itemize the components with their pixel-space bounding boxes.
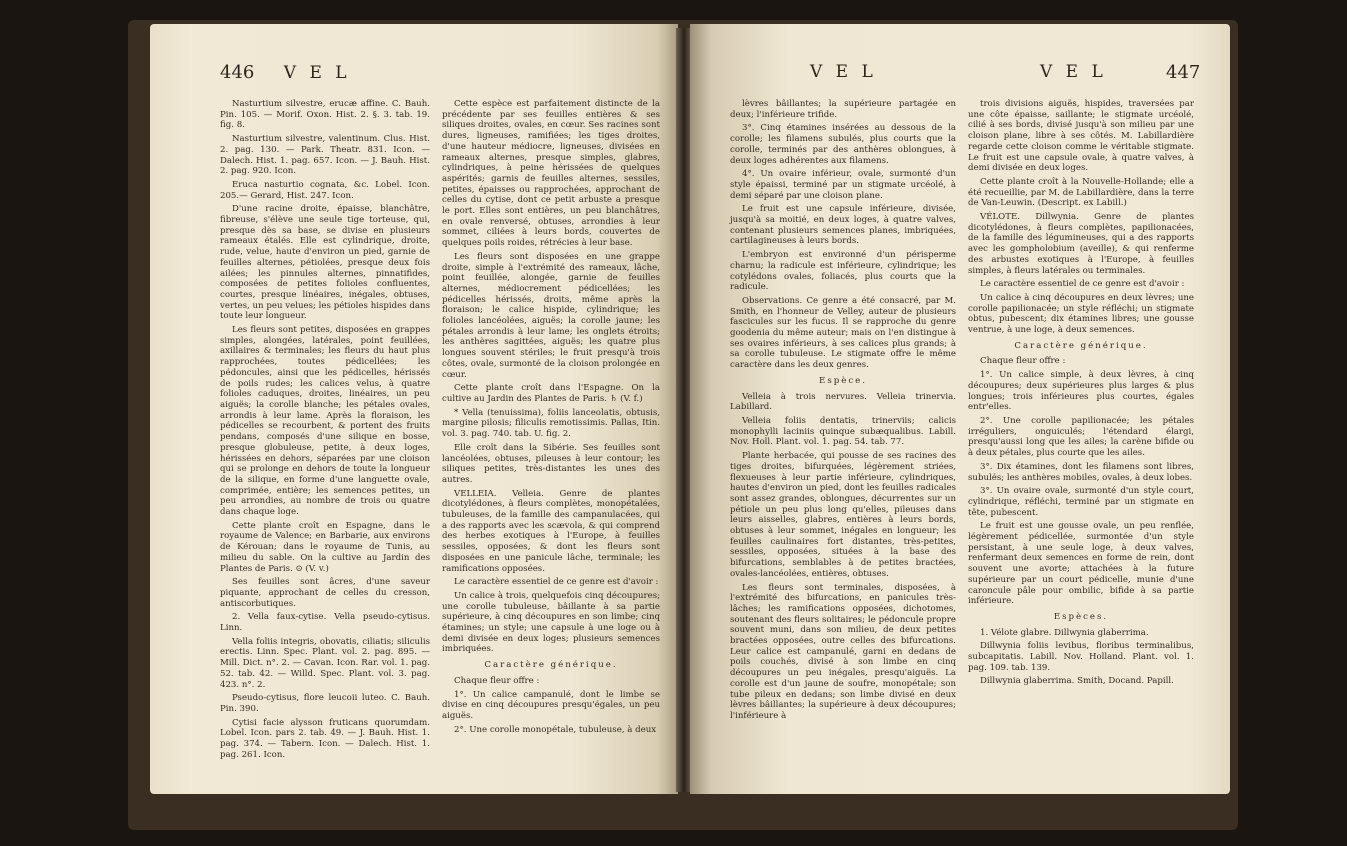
paragraph: 2. Vella faux-cytise. Vella pseudo-cytisus. Linn. xyxy=(220,612,430,634)
paragraph: Dillwynia foliis levibus, floribus terminalibus, subcapitatis. Labill. Nov. Holland. Plant. vol. 1. pag. 109. tab. 139. xyxy=(968,641,1194,673)
paragraph: Ses feuilles sont âcres, d'une saveur piquante, approchant de celles du cresson, antiscorbutiques. xyxy=(220,577,430,609)
paragraph: Cette espèce est parfaitement distincte de la précédente par ses feuilles entières & ses siliques droites, ovales, en cœur. Ses racines sont dures, ligneuses, ramifiées; les tiges droites, d'une hauteur médiocre, ligneuses, divisées en rameaux alternes, presque simples, glabres, cylindriques, à peine hérissées de quelques aspérités; garnis de feuilles alternes, sessiles, petites, épaisses ou rapprochées, approchant de celles du cytise, dont ce petit arbuste a presque le port. Elles sont entières, un peu blanchâtres, en ovale renversé, obtuses, arrondies à leur sommet, ciliées à leurs bords, couvertes de quelques poils roides, rétrécies à leur base. xyxy=(442,99,660,249)
left-page xyxy=(150,24,678,794)
left-page-header xyxy=(220,62,660,90)
paragraph: VELLEIA. Velleia. Genre de plantes dicotylédones, à fleurs complètes, monopétalées, tubuleuses, de la famille des campanulacées, qui a des rapports avec les scævola, & qui comprend des herbes exotiques à l'Europe, à feuilles sessiles, opposées, & dont les fleurs sont disposées en une panicule lâche, terminale; les ramifications opposées. xyxy=(442,488,660,574)
paragraph: lèvres bâillantes; la supérieure partagée en deux; l'inférieure trifide. xyxy=(730,99,956,120)
paragraph: Vella foliis integris, obovatis, ciliatis; siliculis erectis. Linn. Spec. Plant. vol. 2. pag. 895. — Mill. Dict. n°. 2. — Cavan. Icon. Rar. vol. 1. pag. 52. tab. 42. — Willd. Spec. Plant. vol. 3. pag. 423. n°. 2. xyxy=(220,636,430,690)
right-page-header xyxy=(810,62,1210,90)
paragraph: Cette plante croît dans l'Espagne. On la cultive au Jardin des Plantes de Paris. ♄ (V. f.) xyxy=(442,383,660,404)
paragraph: Observations. Ce genre a été consacré, par M. Smith, en l'honneur de Velley, auteur de plusieurs fascicules sur les fucus. Il se rapproche du genre goodenia du même auteur; mais on l'en distingue à ses ovaires inférieurs, à ses calices plus grands; à sa corolle tubuleuse. Le stigmate offre le même caractère dans les deux genres. xyxy=(730,295,956,371)
paragraph: Un calice à trois, quelquefois cinq découpures; une corolle tubuleuse, bâillante à sa partie supérieure, à cinq découpures en son limbe; cinq étamines; un style; une capsule à une loge ou à demi divisée en deux loges; plusieurs semences imbriquées. xyxy=(442,590,660,655)
paragraph: Le caractère essentiel de ce genre est d'avoir : xyxy=(980,279,1185,290)
paragraph: Cytisi facie alysson fruticans quorumdam. Lobel. Icon. pars 2. tab. 49. — J. Bauh. Hist. 1. pag. 374. — Tabern. Icon. — Dalech. Hist. 1. pag. 261. Icon. xyxy=(220,717,430,760)
left-running-head: V E L xyxy=(283,63,351,83)
paragraph: 3°. Dix étamines, dont les filamens sont libres, subulés; les anthères mobiles, ovales, à deux lobes. xyxy=(968,461,1194,483)
paragraph: Espèce. xyxy=(819,375,867,386)
paragraph: Elle croît dans la Sibérie. Ses feuilles sont lancéolées, obtuses, pileuses à leur contour; les siliques petites, très-distantes les unes des autres. xyxy=(442,442,660,485)
paragraph: Les fleurs sont disposées en une grappe droite, simple à l'extrémité des rameaux, lâche, point feuillée, alongée, garnie de feuilles alternes, médiocrement pédicellées; les pédicelles hérissés, droits, même après la floraison; le calice hispide, cylindrique; les folioles lancéolées, aiguës; la corolle jaune; les pétales arrondis à leur lame; les onglets étroits; les anthères sagittées, aiguës; les quatre plus longues souvent stériles; le fruit presqu'à trois côtes, ovale, surmonté de la cloison prolongée en cœur. xyxy=(442,251,660,380)
paragraph: Le fruit est une gousse ovale, un peu renflée, légèrement pédicellée, surmontée d'un style persistant, à une seule loge, à deux valves, renfermant deux semences en forme de rein, dont souvent une avorte; attachées à la future supérieure par un court pédicelle, munie d'une caroncule pâle pour ombilic, bifide à sa partie inférieure. xyxy=(968,521,1194,607)
paragraph: L'embryon est environné d'un périsperme charnu; la radicule est inférieure, cylindrique; les cotylédons ovales, foliacés, plus courts que la radicule. xyxy=(730,250,956,293)
paragraph: 2°. Une corolle papilionacée; les pétales irréguliers, onguiculés; l'étendard élargi, presqu'aussi long que les ailes; la carène bifide ou à deux pétales, plus courte que les ailes. xyxy=(968,415,1194,459)
paragraph: Dillwynia glaberrima. Smith, Docand. Papill. xyxy=(980,676,1174,687)
paragraph: 2°. Une corolle monopétale, tubuleuse, à deux xyxy=(454,724,657,735)
paragraph: 1°. Un calice campanulé, dont le limbe se divise en cinq découpures presqu'égales, un peu aiguës. xyxy=(442,689,660,721)
right-column-1 xyxy=(730,99,956,725)
paragraph: 4°. Un ovaire inférieur, ovale, surmonté d'un style épaissi, terminé par un stigmate urcéolé, à demi séparé par une cloison plane. xyxy=(730,169,956,201)
paragraph: Plante herbacée, qui pousse de ses racines des tiges droites, bifurquées, légèrement striées, flexueuses à leur partie inférieure, cylindriques, hautes d'environ un pied, dont les feuilles radicales sont assez grandes, oblongues, décurrentes sur un pétiole un peu plus long qu'elles, pileuses dans leurs aisselles, glabres, entières à leurs bords, obtuses à leur sommet, inégales en longueur; les feuilles caulinaires fort distantes, très-petites, sessiles, opposées, situées à la base des bifurcations, semblables à de petites bractées, ovales-lancéolées, entières, obtuses. xyxy=(730,451,956,579)
paragraph: Velleia foliis dentatis, trinerviis; calicis monophylli laciniis quinque subæqualibus. Labill. Nov. Holl. Plant. vol. 1. pag. 54. tab. 77. xyxy=(730,415,956,448)
paragraph: 1. Vélote glabre. Dillwynia glaberrima. xyxy=(980,627,1149,638)
paragraph: Eruca nasturtio cognata, &c. Lobel. Icon. 205.— Gerard, Hist. 247. Icon. xyxy=(220,179,430,201)
paragraph: Caractère générique. xyxy=(484,660,618,671)
paragraph: D'une racine droite, épaisse, blanchâtre, fibreuse, s'élève une seule tige torteuse, qui, presque dès sa base, se divise en plusieurs rameaux étalés. Elle est cylindrique, droite, rude, velue, haute d'environ un pied, garnie de feuilles alternes, pétiolées, presque deux fois ailées; les pinnules alternes, pinnatifides, composées de petites folioles confluentes, courtes, presque linéaires, inégales, obtuses, vertes, un peu velues; les pétioles hispides dans toute leur longueur. xyxy=(220,204,430,322)
right-page-number: 447 xyxy=(1166,62,1201,83)
right-column-2 xyxy=(968,99,1194,690)
paragraph: Cette plante croît en Espagne, dans le royaume de Valence; en Barbarie, aux environs de Kérouan; dans le royaume de Tunis, au milieu du sable. On la cultive au Jardin des Plantes de Paris. ⊙ (V. v.) xyxy=(220,520,430,574)
paragraph: VÉLOTE. Dillwynia. Genre de plantes dicotylédones, à fleurs complètes, papilionacées, de la famille des légumineuses, qui a des rapports avec les gompholobium (aveille), & qui renferme des arbustes exotiques à l'Europe, à feuilles simples, à fleurs latérales ou terminales. xyxy=(968,212,1194,276)
left-column-1 xyxy=(220,99,430,763)
paragraph: 3°. Cinq étamines insérées au dessous de la corolle; les filamens subulés, plus courts que la corolle, terminés par des anthères oblongues, à deux loges adhérentes aux filamens. xyxy=(730,123,956,166)
paragraph: Chaque fleur offre : xyxy=(454,675,540,686)
paragraph: trois divisions aiguës, hispides, traversées par une côte épaisse, saillante; le stigmate urcéolé, cilié à ses bords, divisé jusqu'à son milieu par une cloison plane, libre à ses côtés. M. Labillardière regarde cette cloison comme le véritable stigmate. Le fruit est une capsule ovale, à quatre valves, à demi divisée en deux loges. xyxy=(968,99,1194,174)
paragraph: Chaque fleur offre : xyxy=(980,356,1066,367)
paragraph: * Vella (tenuissima), foliis lanceolatis, obtusis, margine pilosis; filiculis remotissimis. Pallas, Itin. vol. 3. pag. 740. tab. U. fig. 2. xyxy=(442,407,660,440)
paragraph: Caractère générique. xyxy=(1014,340,1148,351)
paragraph: 1°. Un calice simple, à deux lèvres, à cinq découpures; deux supérieures plus larges & plus longues; trois inférieures plus courtes, égales entr'elles. xyxy=(968,370,1194,413)
paragraph: Le caractère essentiel de ce genre est d'avoir : xyxy=(454,577,659,588)
paragraph: Cette plante croît à la Nouvelle-Hollande; elle a été recueillie, par M. de Labillardière, dans la terre de Van-Leuwin. (Descript. ex Labill.) xyxy=(968,176,1194,209)
paragraph: Nasturtium silvestre, valentinum. Clus. Hist. 2. pag. 130. — Park. Theatr. 831. Icon. — Dalech. Hist. 1. pag. 657. Icon. — J. Bauh. Hist. 2. pag. 920. Icon. xyxy=(220,134,430,177)
paragraph: Velleia à trois nervures. Velleia trinervia. Labillard. xyxy=(730,391,956,413)
paragraph: Espèces. xyxy=(1053,611,1109,622)
paragraph: 3°. Un ovaire ovale, surmonté d'un style court, cylindrique, réfléchi, terminé par un stigmate en tête, pubescent. xyxy=(968,486,1194,518)
paragraph: Le fruit est une capsule inférieure, divisée, jusqu'à sa moitié, en deux loges, à quatre valves, contenant plusieurs semences planes, imbriquées, cartilagineuses à leurs bords. xyxy=(730,204,956,247)
paragraph: Pseudo-cytisus, flore leucoii luteo. C. Bauh. Pin. 390. xyxy=(220,693,430,714)
paragraph: Nasturtium silvestre, erucæ affine. C. Bauh. Pin. 105. — Morif. Oxon. Hist. 2. §. 3. tab. 19. fig. 8. xyxy=(220,99,430,131)
left-page-number: 446 xyxy=(220,62,255,83)
paragraph: Les fleurs sont petites, disposées en grappes simples, alongées, latérales, point feuillées, axillaires & terminales; les fleurs du haut plus rapprochées, toutes pédicellées; les pédoncules, ainsi que les pédicelles, hérissés de poils rudes; les calices velus, à quatre folioles caduques, droites, linéaires, un peu aiguës; la corolle blanche; les pétales ovales, arrondis à leur lame. Après la floraison, les pédicelles se recourbent, & portent des fruits pendans, composés d'une silique en bosse, presque globuleuse, petite, à deux loges, hérissées en dehors, séparées par une cloison qui se prolonge en dehors de toute la longueur de la silique, en forme d'une languette ovale, comprimée, entière; les semences petites, un peu arrondies, au nombre de trois ou quatre dans chaque loge. xyxy=(220,325,430,518)
left-column-2 xyxy=(442,99,660,738)
right-running-head-right: V E L xyxy=(1040,62,1107,82)
paragraph: Les fleurs sont terminales, disposées, à l'extrémité des bifurcations, en panicules très-lâches; les ramifications opposées, dichotomes, soutenant des fleurs solitaires; le pédoncule propre souvent muni, dans son milieu, de deux petites bractées opposées, outre celles des bifurcations. Leur calice est campanulé, garni en dedans de poils couchés, divisé à son limbe en cinq découpures un peu inégales, presqu'aiguës. La corolle est d'un jaune de soufre, monopétale; son tube pileux en dedans; son limbe divisé en deux lèvres bâillantes; la supérieure à deux découpures; l'inférieure à xyxy=(730,582,956,721)
right-running-head-left: V E L xyxy=(810,62,877,82)
paragraph: Un calice à cinq découpures en deux lèvres; une corolle papilionacée; un style réfléchi; un stigmate obtus, pubescent; dix étamines libres; une gousse ventrue, à une loge, à deux semences. xyxy=(968,292,1194,336)
right-page xyxy=(690,24,1230,794)
